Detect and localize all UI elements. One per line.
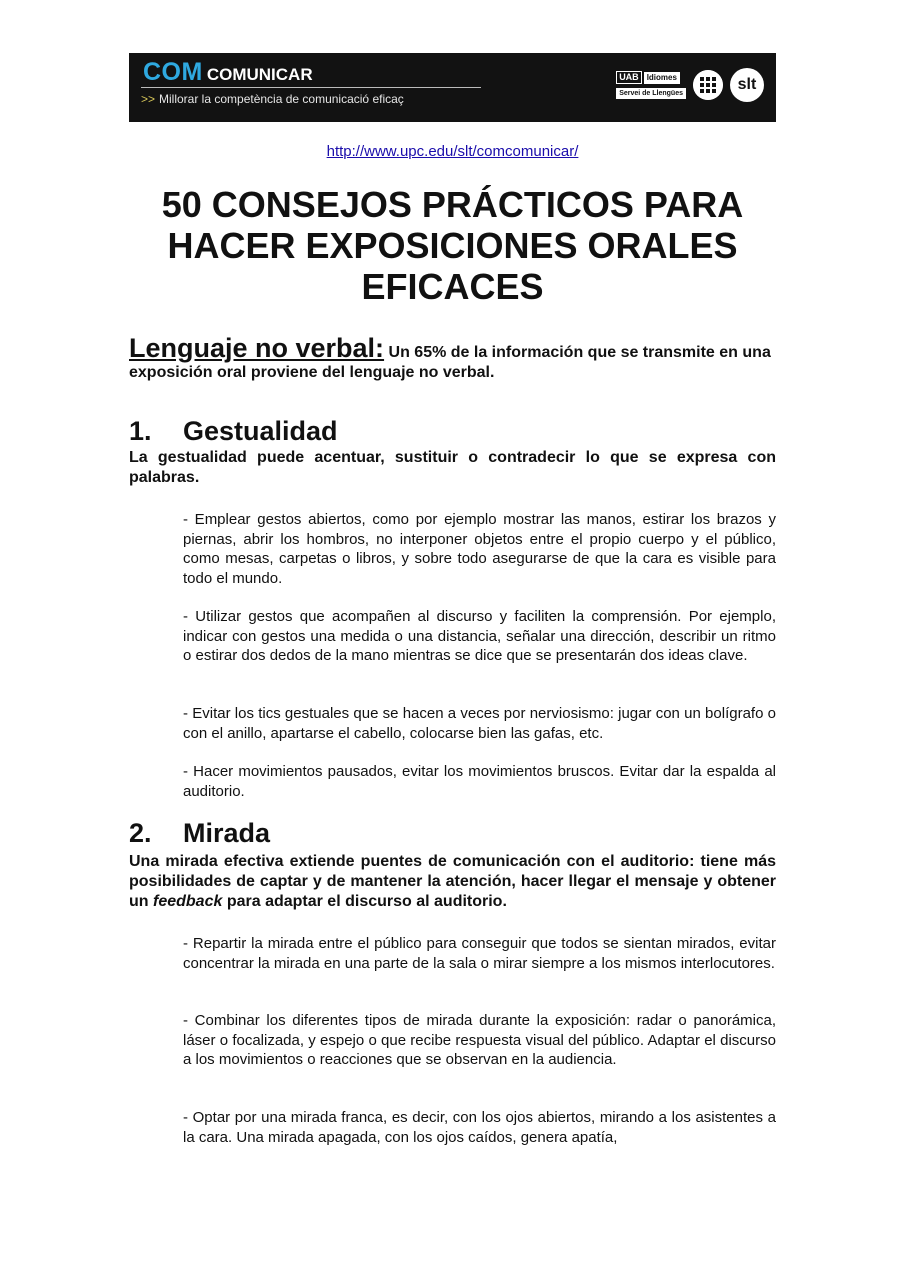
section-title: Gestualidad <box>183 416 338 446</box>
lead-text-italic: feedback <box>153 893 223 910</box>
section-heading-gestualidad <box>129 416 338 446</box>
section-heading-mirada <box>129 818 270 848</box>
intro-heading: Lenguaje no verbal: <box>129 333 385 363</box>
servei-label: Servei de Llengües <box>616 88 686 99</box>
section-title: Mirada <box>183 818 271 848</box>
header-banner <box>129 53 776 122</box>
uab-logo <box>616 71 686 99</box>
section-number: 2. <box>129 818 152 848</box>
intro-paragraph <box>129 333 776 383</box>
brand-com: COM <box>143 58 203 86</box>
uab-mark: UAB <box>616 71 642 84</box>
page-title: 50 CONSEJOS PRÁCTICOS PARA HACER EXPOSICIONES ORALES EFICACES <box>161 184 744 307</box>
website-link[interactable]: http://www.upc.edu/slt/comcomunicar/ <box>326 143 579 160</box>
list-item: - Combinar los diferentes tipos de mirada durante la exposición: radar o panorámica, láser o focalizada, y espejo o que recibe respuesta visual del público. Adaptar el discurso a los movimientos o reacciones que se observan en la audiencia. <box>183 1012 776 1068</box>
section-lead <box>129 852 776 912</box>
institution-logos <box>616 65 764 105</box>
list-item: - Optar por una mirada franca, es decir, con los ojos abiertos, mirando a los asistentes a la cara. Una mirada apagada, con los ojos caídos, genera apatía, <box>183 1109 776 1146</box>
list-item: - Hacer movimientos pausados, evitar los movimientos bruscos. Evitar dar la espalda al auditorio. <box>183 763 776 800</box>
intro-text: Un 65% de la información que se transmite en una exposición oral proviene del lenguaje no verbal. <box>129 344 771 381</box>
upc-logo-icon <box>693 70 723 100</box>
lead-text-before: Una mirada efectiva extiende puentes de comunicación con el auditorio: tiene más posibilidades de captar y de mantener la atención, hacer llegar el mensaje y obtener un <box>129 853 776 910</box>
lead-text-after: para adaptar el discurso al auditorio. <box>222 893 507 910</box>
list-item: - Evitar los tics gestuales que se hacen a veces por nerviosismo: jugar con un bolígrafo o con el anillo, apartarse el cabello, colocarse bien las gafas, etc. <box>183 705 776 742</box>
tagline <box>141 92 404 106</box>
section-number: 1. <box>129 416 152 446</box>
brand-logo <box>143 58 313 87</box>
tagline-text: Millorar la competència de comunicació eficaç <box>159 92 404 106</box>
idiomes-label: Idiomes <box>644 72 680 84</box>
brand-divider <box>141 87 481 88</box>
slt-logo: slt <box>730 68 764 102</box>
tagline-arrows: >> <box>141 92 156 106</box>
section-lead: La gestualidad puede acentuar, sustituir o contradecir lo que se expresa con palabras. <box>129 449 776 486</box>
list-item: - Utilizar gestos que acompañen al discurso y faciliten la comprensión. Por ejemplo, indicar con gestos una medida o una distancia, señalar una dirección, describir un ritmo o estirar dos dedos de la mano mientras se dice que se presentarán dos ideas clave. <box>183 608 776 664</box>
list-item: - Emplear gestos abiertos, como por ejemplo mostrar las manos, estirar los brazos y piernas, abrir los hombros, no interponer objetos entre el propio cuerpo y el público, como mesas, carpetas o libros, y sobre todo asegurarse de que la cara es visible para todo el mundo. <box>183 511 776 587</box>
list-item: - Repartir la mirada entre el público para conseguir que todos se sientan mirados, evitar concentrar la mirada en una parte de la sala o mirar siempre a los mismos interlocutores. <box>183 935 776 972</box>
brand-comunicar: COMUNICAR <box>206 65 313 84</box>
